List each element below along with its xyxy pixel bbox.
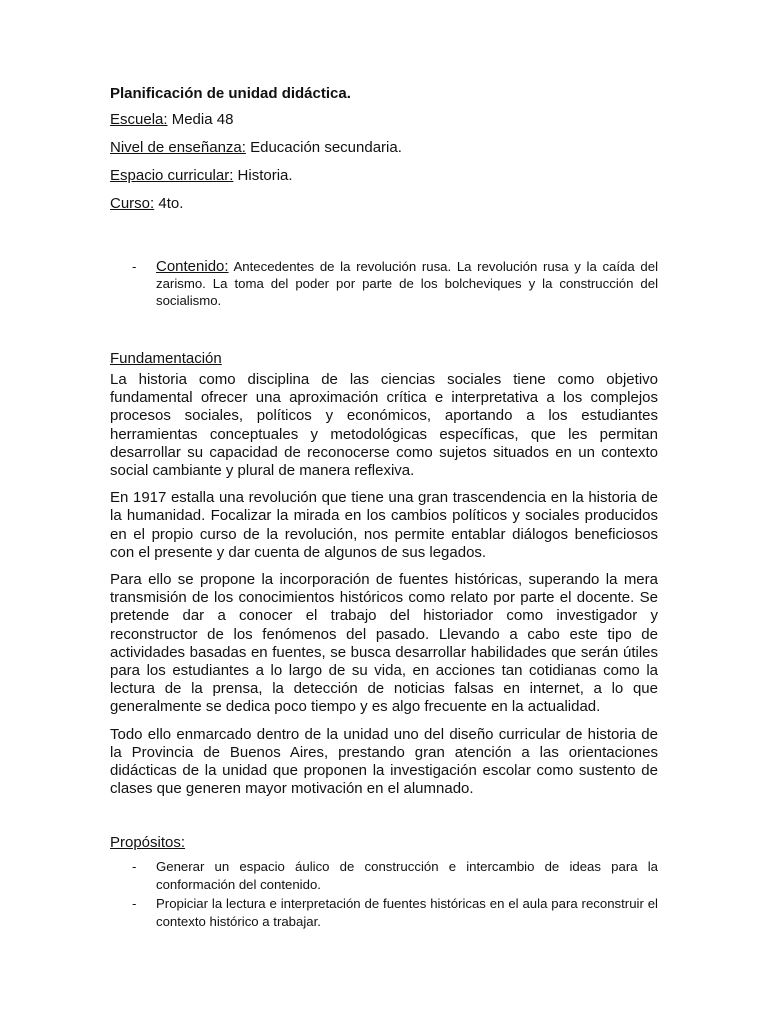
proposito-item xyxy=(110,895,658,930)
proposito-item xyxy=(110,858,658,893)
field-label: Nivel de enseñanza: xyxy=(110,139,246,156)
field-label: Escuela: xyxy=(110,111,168,128)
field-nivel-de-ensenanza xyxy=(110,138,658,158)
document-content xyxy=(110,84,658,932)
field-label: Espacio curricular: xyxy=(110,167,234,184)
field-value: Media 48 xyxy=(167,111,234,128)
field-value: Educación secundaria. xyxy=(245,139,402,156)
field-value: Historia. xyxy=(233,167,293,184)
propositos-heading-text: Propósitos: xyxy=(110,834,186,852)
fundamentacion-paragraph-2: En 1917 estalla una revolución que tiene una gran trascendencia en la historia de la humanidad. Focalizar la mirada en los cambios políticos y sociales producidos en el propio curso de la revolución, nos permite entablar diálogos beneficiosos con el presente y dar cuenta de algunos de sus legados. xyxy=(110,489,658,561)
document-title: Planificación de unidad didáctica. xyxy=(110,85,351,102)
field-label: Curso: xyxy=(110,195,155,212)
fundamentacion-paragraph-3: Para ello se propone la incorporación de fuentes históricas, superando la mera transmisión de los conocimientos históricos como relato por parte el docente. Se pretende dar a conocer el trabajo del historiador como investigador y reconstructor de los fenómenos del pasado. Llevando a cabo este tipo de actividades basadas en fuentes, se busca desarrollar habilidades que serán útiles para los estudiantes a lo largo de su vida, en acciones tan cotidianas como la lectura de la prensa, la detección de noticias falsas en internet, a lo que generalmente se dedica poco tiempo y es algo frecuente en la actualidad. xyxy=(110,571,658,716)
dash-bullet: - xyxy=(132,259,137,274)
field-value: 4to. xyxy=(154,195,184,212)
dash-bullet: - xyxy=(132,859,137,875)
propositos-heading xyxy=(110,833,658,853)
field-escuela xyxy=(110,110,658,130)
fundamentacion-heading: Fundamentación xyxy=(110,350,222,367)
contenido-label: Contenido: xyxy=(156,258,229,275)
field-espacio-curricular xyxy=(110,166,658,186)
field-curso xyxy=(110,194,658,214)
proposito-text: Generar un espacio áulico de construcción e intercambio de ideas para la conformación del contenido. xyxy=(156,859,658,892)
contenido-text: Antecedentes de la revolución rusa. La revolución rusa y la caída del zarismo. La toma del poder por parte de los bolcheviques y la construcción del socialismo. xyxy=(156,259,658,308)
contenido-item xyxy=(110,258,658,309)
dash-bullet: - xyxy=(132,896,137,912)
fundamentacion-paragraph-4: Todo ello enmarcado dentro de la unidad uno del diseño curricular de historia de la Provincia de Buenos Aires, prestando gran atención a las orientaciones didácticas de la unidad que proponen la investigación escolar como sustento de clases que generen mayor motivación en el alumnado. xyxy=(110,725,658,798)
proposito-text: Propiciar la lectura e interpretación de fuentes históricas en el aula para reconstruir el contexto histórico a trabajar. xyxy=(156,896,658,929)
fundamentacion-paragraph-1: La historia como disciplina de las ciencias sociales tiene como objetivo fundamental ofrecer una aproximación crítica e interpretativa a los complejos procesos sociales, políticos y económicos, aportando a los estudiantes herramientas conceptuales y metodológicas específicas, que les permitan desarrollar su capacidad de reconocerse como sujetos situados en un contexto social cambiante y plural de manera reflexiva. xyxy=(110,371,658,480)
contenido-list xyxy=(110,258,658,309)
propositos-list xyxy=(110,858,658,930)
